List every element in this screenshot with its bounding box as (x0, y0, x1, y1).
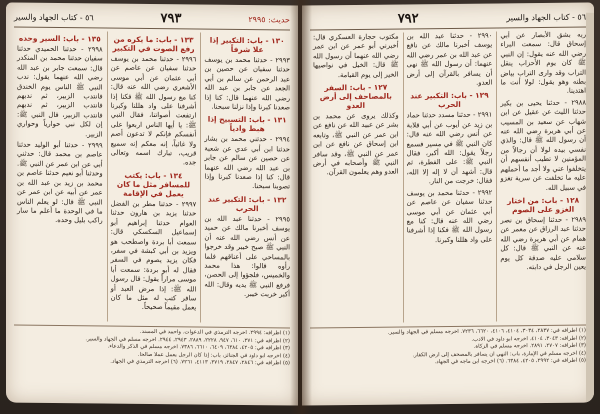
text-column (310, 33, 399, 324)
hadith-text: ٢٩٩٨ - حدثنا الحميدي حدثنا سفيان حدثنا محمد بن المنكدر قال: سمعت جابر بن عبد الله رضي الله عنهما يقول: ندب النبي ﷺ الناس يوم الخندق فانتدب الزبير، ثم ندبهم فانتدب الزبير، ثم ندبهم فانتدب الزبير، قال النبي ﷺ: إن لكل نبي حوارياً وحواري الزبير. (16, 44, 103, 139)
text-columns (310, 31, 586, 324)
chapter-heading: ١٣٤ - باب: يكتب للمسافر مثل ما كان يعمل في الإقامة (116, 170, 191, 199)
chapter-heading: ١٣٣ - باب: ما يكره من رفع الصوت في التكبير (112, 34, 195, 54)
page-edge (586, 12, 594, 405)
footnote-line: (٣) أطرافه في: ٤٢٠٥، ٦٣٨٤، ٦٤٠٩، ٦٦١٠، ٧٣٨٦. أخرجه مسلم في الذكر والدعاء. (107, 343, 290, 352)
chapter-heading: ١٢٩ - باب: التكبير عند الحرب (410, 91, 489, 110)
hadith-text: مكتوب حجارة العسكري قال: أخبرني أبو عمر عن ابن عمر رضي الله عنهما أن رسول الله ﷺ قال: الخيل في نواصيها الخير إلى يوم القيامة. (312, 32, 399, 79)
right-page (302, 2, 594, 405)
hadith-text: ٢٩٩٥ - حدثنا عبد الله بن يوسف أخبرنا مالك عن حميد عن أنس رضي الله عنه أن النبي ﷺ صبح خيبر وقد خرجوا بالمساحي على أعناقهم فلما رأوه قالوا: هذا محمد والخميس، فلجؤوا إلى الحصن، فرفع النبي ﷺ يديه وقال: الله أكبر خربت خيبر. (204, 214, 290, 299)
footnote-line: (١) أطرافه في: ٢٨٣٧، ٣٠٣٤، ٤١٠٤، ٤١٠٦، ٦٦٢٠، ٧٢٣٦. أخرجه مسلم في الجهاد والسير. (387, 327, 586, 336)
hadith-range: حديث: ٢٩٩٥ (248, 14, 290, 24)
text-column (14, 31, 103, 322)
hadith-text: ٢٩٩٠ - حدثنا عبد الله بن يوسف أخبرنا مالك عن نافع عن عبد الله بن عمر رضي الله عنهما: أن رسول الله ﷺ نهى أن يسافر بالقرآن إلى أرض العدو. (406, 31, 493, 87)
hadith-text: ٢٩٩٢ - حدثنا محمد بن يوسف حدثنا سفيان عن عاصم عن أبي عثمان عن أبي موسى رضي الله عنه قال: كنا مع رسول الله ﷺ فكنا إذا أشرفنا على واد هللنا وكبرنا. (406, 188, 493, 244)
footnote-line: (٤) أخرجه مسلم في الإمارة، باب: النهي أن يسافر بالمصحف إلى أرض الكفار. (412, 350, 586, 359)
text-column (403, 32, 493, 323)
chapter-heading: ١٣٠ - باب: التكبير إذا علا شرفاً (209, 35, 285, 55)
page-number: ٧٩٢ (397, 10, 419, 27)
chapter-heading: ١٣١ - باب: التسبيح إذا هبط وادياً (207, 115, 287, 134)
hadith-text: ٢٩٩٣ - حدثنا محمد بن يوسف حدثنا سفيان عن حصين بن عبد الرحمن عن سالم بن أبي الجعد عن جابر بن عبد الله رضي الله عنهما قال: كنا إذا صعدنا كبرنا وإذا نزلنا سبحنا. (204, 55, 290, 112)
hadith-text: ٢٩٩٦ - حدثنا محمد بن يوسف حدثنا سفيان عن عاصم عن أبي عثمان عن أبي موسى الأشعري رضي الله عنه قال: كنا مع رسول الله ﷺ فكنا إذا أشرفنا على واد هللنا وكبرنا ارتفعت أصواتنا، فقال النبي ﷺ: يا أيها الناس اربعوا على أنفسكم فإنكم لا تدعون أصم ولا غائباً، إنه معكم إنه سميع قريب، تبارك اسمه وتعالى جده. (110, 54, 197, 167)
chapter-heading: ١٣٢ - باب: التكبير عند الحرب (207, 194, 287, 213)
hadith-text: وكذلك يروى عن محمد بن بشر عن عبيد الله عن نافع عن ابن عمر عن النبي ﷺ، وتابعه ابن إسحاق عن نافع عن ابن عمر عن النبي ﷺ، وقد سافر النبي ﷺ وأصحابه في أرض العدو وهم يعلمون القرآن. (312, 111, 399, 177)
header-rule (310, 27, 586, 31)
running-title: ٥٦ - كتاب الجهاد والسير (14, 12, 94, 22)
footnote-line: (٢) أطرافه في: ٣٧١، ٦١٠، ٩٤٧، ٢٢٢٨، ٢٨٨٩، ٢٩٤٣، ٢٩٤٤. أخرجه مسلم في الجهاد والسير. (85, 335, 290, 345)
footnote-line: (٥) أطرافه في: ٢٨٤٦، ٢٨٤٧، ٣٧١٩، ٤١١٣، ٧٢٦١. (٦) أخرجه الترمذي في الجهاد. (110, 358, 290, 367)
hadith-text: ٢٩٩١ - حدثنا مسدد حدثنا حماد بن زيد عن أيوب عن أبي قلابة عن أنس رضي الله عنه قال: كان النبي ﷺ في مسير فسمع رجلاً يقول: الله أكبر، فقال النبي ﷺ: على الفطرة، ثم قال: أشهد أن لا إله إلا الله، فقال: خرجت من النار. (406, 110, 493, 186)
footnotes (14, 328, 290, 401)
header-rule (14, 27, 290, 31)
chapter-heading: ١٢٨ - باب: من اختار الغزو على الصوم (507, 195, 580, 215)
footnote-line: (٤) أخرجه أبو داود في الجنائز، باب: إذا كان الرجل يعمل عملاً صالحاً. (137, 351, 290, 360)
text-column (496, 31, 586, 322)
hadith-text: ٢٩٩٩ - حدثنا أبو الوليد حدثنا عاصم بن محمد قال: حدثني أبي عن ابن عمر عن النبي ﷺ. وحدثنا أبو نعيم حدثنا عاصم بن محمد بن زيد بن عبد الله بن عمر عن أبيه عن ابن عمر عن النبي ﷺ قال: لو يعلم الناس ما في الوحدة ما أعلم ما سار راكب بليل وحده. (16, 140, 103, 225)
hadith-text: ٢٩٨٨ - حدثنا يحيى بن بكير حدثنا الليث عن عقيل عن ابن شهاب عن سعيد بن المسيب عن أبي هريرة رضي الله عنه أن رسول الله ﷺ قال: والذي نفسي بيده لولا أن رجالاً من المؤمنين لا تطيب أنفسهم أن يتخلفوا عني ولا أجد ما أحملهم عليه ما تخلفت عن سرية تغزو في سبيل الله. (500, 98, 586, 192)
hadith-text: ٢٩٩٧ - حدثنا مطر بن الفضل حدثنا يزيد بن هارون حدثنا العوام حدثنا إبراهيم أبو إسماعيل السكسكي قال: سمعت أبا بردة واصطحب هو ويزيد بن أبي كبشة في سفر، فكان يزيد يصوم في السفر فقال له أبو بردة: سمعت أبا موسى مراراً يقول: قال رسول الله ﷺ: إذا مرض العبد أو سافر كتب له مثل ما كان يعمل مقيماً صحيحاً. (110, 199, 197, 312)
text-column (107, 32, 197, 323)
left-page-header (14, 9, 290, 28)
hadith-text: ٢٩٨٩ - حدثنا إسحاق بن نصر حدثنا عبد الرزاق عن معمر عن همام عن أبي هريرة رضي الله عنه عن النبي ﷺ قال: كل سلامى عليه صدقة كل يوم يعين الرجل في دابته. (500, 215, 586, 272)
footnote-line: (٣) أطرافه: ٢٧٠٧، ٢٨٩١. أخرجه مسلم في الزكاة. (473, 342, 586, 350)
chapter-heading: ١٣٥ - باب: السير وحده (18, 33, 101, 44)
left-page (6, 2, 298, 405)
footnotes (310, 328, 586, 401)
page-number: ٧٩٣ (160, 10, 182, 26)
running-title: ٥٦ - كتاب الجهاد والسير (506, 12, 586, 22)
hadith-text: ربه بشق الأبصار عن أبي إسحاق قال: سمعت البراء رضي الله عنه يقول: إن النبي ﷺ كان يوم الأحزاب ينقل التراب وقد وارى التراب بياض بطنه وهو يقول: لولا أنت ما اهتدينا. (500, 30, 586, 96)
footnote-line: (٥) أطرافه في: ٢٩٩٢، ٤٢٠٥، ٦٣٨٤. (٦) أخرجه ابن ماجه في الجهاد. (434, 357, 586, 366)
footnote-line: (١) أطرافه: ٢٩٩٤. أخرجه الترمذي في الدعوات. وأحمد في المسند. (139, 328, 290, 337)
right-page-header (310, 9, 586, 28)
chapter-heading: ١٢٧ - باب: السفر بالمصاحف إلى أرض العدو (319, 82, 392, 111)
hadith-text: ٢٩٩٤ - حدثني محمد بن بشار حدثنا ابن أبي عدي عن شعبة عن حصين عن سالم عن جابر بن عبد الله رضي الله عنهما قال: كنا إذا صعدنا كبرنا وإذا تصوبنا سبحنا. (204, 134, 290, 191)
footnote-line: (٢) أطرافه: ٣٠٤٣، ٤١٠٤. أخرجه أبو داود في الأدب. (471, 335, 586, 343)
text-columns (14, 31, 290, 324)
text-column (200, 33, 290, 324)
